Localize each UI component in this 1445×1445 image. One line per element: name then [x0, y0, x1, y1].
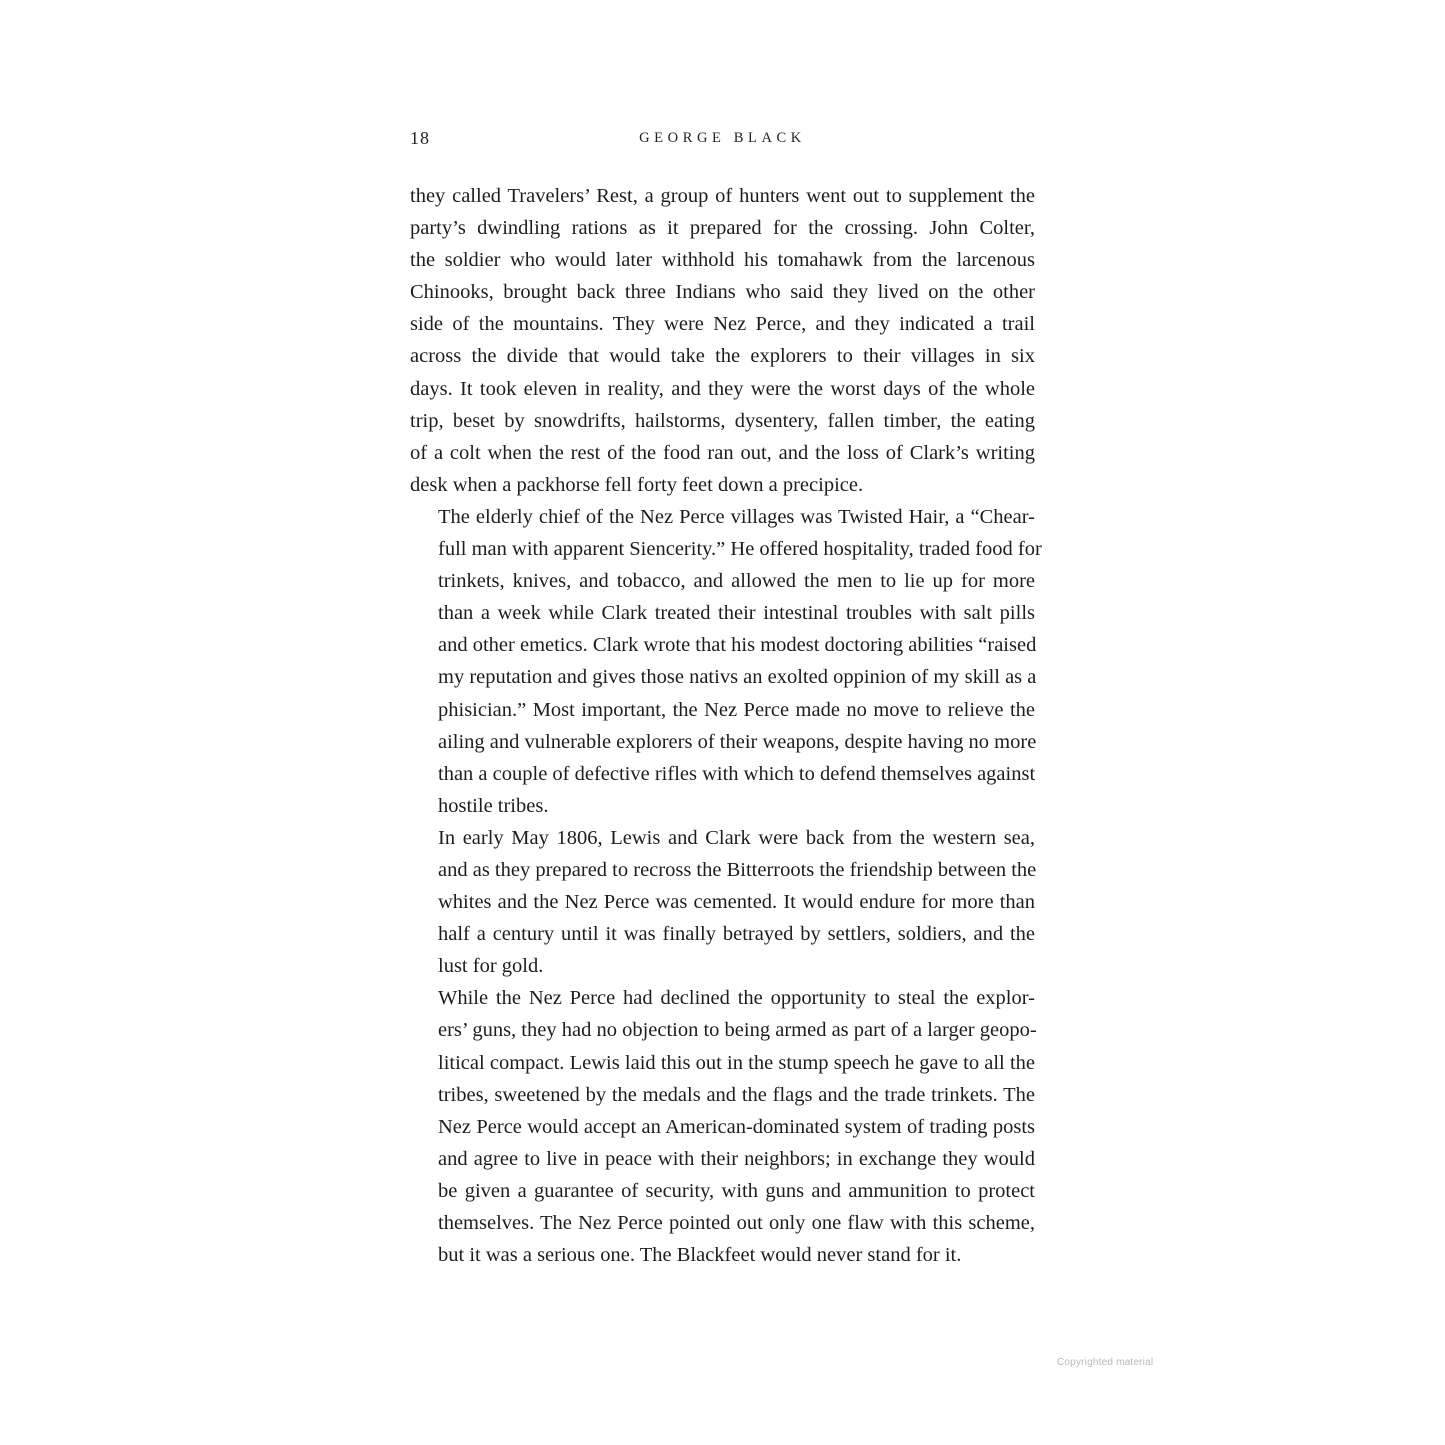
text-line: the soldier who would later withhold his tomahawk from the larcenous	[410, 249, 1035, 272]
text-line: than a couple of defective rifles with which to defend themselves against	[438, 762, 1036, 785]
paragraph	[410, 180, 1035, 501]
text-line: lust for gold.	[438, 955, 544, 978]
text-line: and other emetics. Clark wrote that his modest doctoring abilities “raised	[438, 634, 1037, 657]
text-line: Chinooks, brought back three Indians who said they lived on the other	[410, 281, 1035, 304]
text-line: and agree to live in peace with their neighbors; in exchange they would	[438, 1147, 1035, 1170]
text-line: half a century until it was finally betrayed by settlers, soldiers, and the	[438, 923, 1035, 946]
text-line: they called Travelers’ Rest, a group of hunters went out to supplement the	[410, 185, 1035, 207]
text-line: hostile tribes.	[438, 794, 549, 817]
text-line: Nez Perce would accept an American-dominated system of trading posts	[438, 1115, 1035, 1138]
text-line: of a colt when the rest of the food ran out, and the loss of Clark’s writing	[410, 441, 1035, 464]
text-line: themselves. The Nez Perce pointed out only one flaw with this scheme,	[438, 1212, 1035, 1234]
text-line: tribes, sweetened by the medals and the flags and the trade trinkets. The	[438, 1083, 1035, 1106]
text-line: days. It took eleven in reality, and they were the worst days of the whole	[410, 377, 1035, 400]
text-line: ailing and vulnerable explorers of their weapons, despite having no more	[438, 730, 1037, 753]
text-line: phisician.” Most important, the Nez Perce made no move to relieve the	[438, 698, 1035, 721]
paragraph	[410, 822, 1035, 982]
text-line: whites and the Nez Perce was cemented. It would endure for more than	[438, 891, 1035, 914]
text-line: desk when a packhorse fell forty feet down a precipice.	[410, 473, 864, 496]
text-line: side of the mountains. They were Nez Perce, and they indicated a trail	[410, 313, 1035, 336]
page-number: 18	[410, 128, 430, 148]
paragraph	[410, 501, 1042, 822]
body-text	[410, 180, 1042, 1271]
text-line: trinkets, knives, and tobacco, and allowed the men to lie up for more	[438, 570, 1035, 593]
text-line: full man with apparent Siencerity.” He offered hospitality, traded food for	[438, 538, 1042, 561]
running-head	[410, 128, 1035, 154]
text-line: and as they prepared to recross the Bitterroots the friendship between the	[438, 858, 1037, 881]
copyright-watermark: Copyrighted material	[1057, 1357, 1154, 1368]
text-line: be given a guarantee of security, with guns and ammunition to protect	[438, 1179, 1035, 1202]
text-line: across the divide that would take the explorers to their villages in six	[410, 345, 1035, 368]
text-line: The elderly chief of the Nez Perce villages was Twisted Hair, a “Chear-	[438, 505, 1035, 528]
text-line: than a week while Clark treated their intestinal troubles with salt pills	[438, 602, 1035, 625]
text-line: In early May 1806, Lewis and Clark were back from the western sea,	[438, 826, 1035, 849]
text-line: but it was a serious one. The Blackfeet would never stand for it.	[438, 1244, 962, 1267]
paragraph	[410, 982, 1035, 1271]
text-line: ers’ guns, they had no objection to being armed as part of a larger geopo-	[438, 1019, 1037, 1042]
author-running-head: GEORGE BLACK	[639, 130, 806, 146]
text-line: party’s dwindling rations as it prepared for the crossing. John Colter,	[410, 217, 1035, 240]
text-line: litical compact. Lewis laid this out in the stump speech he gave to all the	[438, 1051, 1035, 1074]
text-line: While the Nez Perce had declined the opportunity to steal the explor-	[438, 987, 1035, 1010]
text-line: trip, beset by snowdrifts, hailstorms, dysentery, fallen timber, the eating	[410, 409, 1035, 432]
text-line: my reputation and gives those nativs an exolted oppinion of my skill as a	[438, 666, 1037, 689]
